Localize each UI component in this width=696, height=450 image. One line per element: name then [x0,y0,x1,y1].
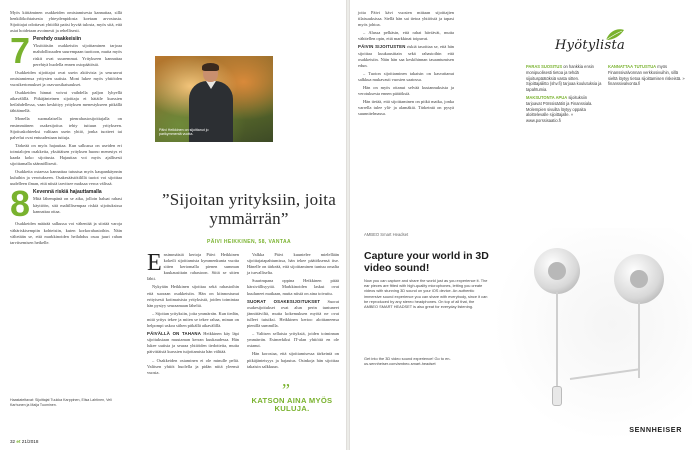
tips-title: Hyötylista [555,38,626,53]
tip-8-heading: Kevennä riskiä hajauttamalla [33,189,102,196]
paragraph: Hän tietää, että sijoittaminen on pitkä matka, jonka varrella tulee ylä- ja alamäkiä. Tärkeintä on pysyä suunnitelmassa. [358,99,454,117]
tip-key: MAKSUTONTA APUA [526,94,568,100]
paragraph: Monella suomalaisella pienrahastosijoittajalla on ensimmäinen osakesijoitus tehty tuttuun yritykseen. Sijoituskohteeksi valitaan usein yhtiö, jonka tuotteet tai palvelut ovat entuudestaan tuttuja. [10,116,122,140]
leaf-icon [604,28,626,42]
paragraph: Hän on myös ottanut selvää kustannuksista ja verotuksesta ennen päätöksiä. [358,85,454,97]
paragraph: – Valitsen sellaisia yrityksiä, joiden toiminnan ymmärrän. Esimerkiksi IT-alan yhtiöitä en ole ostanut. [247,331,339,349]
paragraph: Suurimpana oppina Heikkinen pitää kärsivällisyyttä. Markkinoiden laskut ovat kuuluneet matkaan, mutta niistä on aina toivuttu. [247,278,339,296]
ad-product-name: AMBEO Smart Headset [364,232,409,237]
subheading: PÄIVÄLLÄ ON TAHANA [147,331,202,337]
tip-text: myös Finanssivalvonnan verkkosivuihin, sillä sieltä löytyy tietoa sijoittamisen riskeistä. [608,64,682,81]
issue-number: 21/2018 [21,439,39,444]
right-column-1 [358,10,454,120]
subheading: PÄIVIN SIJOITUSTEN [358,44,406,50]
paragraph: Hän korostaa, että sijoittamisessa tärkeintä on pitkäjänteisyys ja hajautus. Osinkoja hän sijoittaa takaisin salkkuun. [247,351,339,369]
paragraph: Suorat osakesijoitukset ovat alun perin tuntuneet jännittäviltä, mutta kokemuksen myötä ne ovat tulleet tutuiksi. Heikkinen kertoo aloittaneensa pienillä summilla. [247,298,339,329]
magazine-brand: et [16,439,21,444]
right-page [350,0,696,450]
paragraph: Heikkinen käy läpi sijoituksiaan muutaman kerran kuukaudessa. Hän lukee uutisia ja seuraa yhtiöiden tiedotteita, mutta päivittäistä kurssien tuijottamista hän välttää. [147,331,239,355]
paragraph: Osakkeita ostaessa kannattaa tutustua myös kaupankäynnin kuluihin ja verotukseen. Osakesäästötilillä tuotot voi sijoittaa uudelleen ilman, että niistä tarvitsee maksaa veroa välissä. [10,169,122,187]
column-1 [10,10,122,248]
footnote: Haastateltavat: Sijoittajat Tuukka Karppinen, Elisa Lahtinen, Veli Karhunen ja Maija Tuominen. [10,398,112,407]
ad-body: Now you can capture and share the world just as you experience it. The ear pieces are fitted with high-quality microphones, letting you create videos with stunning 3D sound on your iOS device. An authentic immersive sound experience you can share with everybody, since it can be reproduced by any stereo headphones. On top of all that, the AMBEO SMART HEADSET is also great for everyday listening. [364,278,488,310]
tips-column-2 [608,64,686,89]
paragraph: joita Päivi kävi vuosien mittaan sijoittajien tilaisuuksissa. Siellä hän sai tietoa yhtiöistä ja tapasi myös johtoa. [358,10,454,28]
pull-quote: KATSON AINA MYÖS KULUJA. [251,396,333,414]
ad-headline: Capture your world in 3D video sound! [364,250,489,274]
sennheiser-advertisement [352,228,694,442]
tip-link: » www.porssisaatio.fi [526,112,574,124]
paragraph: Osakkeiden hinnat voivat vaihdella paljon lyhyellä aikavälillä. Pitkäjänteinen sijoittaja ei hätäile kurssien heilahdellessa, vaan keskittyy yrityksen menestykseen pitkällä tähtäimellä. [10,90,122,114]
paragraph: Valkka Päivi kuuntelee mielellään sijoittajatapahtumissa, hän tekee päätöksensä itse. Hänelle on tärkeää, että sijoittaminen tuntuu omalta ja turvalliselta. [247,252,339,276]
portrait-photo [155,56,273,142]
column-3 [247,252,339,372]
column-2 [147,252,239,378]
page-folio [10,439,38,444]
tip-7 [10,30,122,72]
paragraph: Nykyään Heikkinen sijoittaa sekä rahastoihin että suoraan osakkeisiin. Hän on kiinnostunut erityisesti kotimaisista yrityksistä, joiden toimintaa hän pystyy seuraamaan läheltä. [147,284,239,308]
page-number: 32 [10,439,16,444]
paragraph: Osakkeiden määrää salkussa voi vähentää ja siirtää varoja vähäriskisempiin kohteisiin, kuten korkorahastoihin. Näin vältetään se, että markkinoiden heilahdus osuu juuri rahan tarvitsemisen hetkelle. [10,221,122,245]
tip-text: sijoituksiin tarjoavat Pörssisäätiö ja Finanssiala. Molempien sivuilta löytyy oppaita aloittelevalle sijoittajalle. [526,94,593,118]
paragraph: Osakkeiden sijoittajat ovat usein aktiivisia ja seuraavat omistamiensa yritysten uutisia. Moni lukee myös yhtiöiden vuosikertomukset ja osavuosikatsaukset. [10,69,122,87]
tip-8 [10,183,122,225]
paragraph: – Alussa pelkäsin, että rahat häviävät, mutta vähitellen opin, että markkinat toipuvat. [358,30,454,42]
tip-text: on hankkia ensin monipuolisesti tietoa ja tehdä sijoituspäätöksiä vasta sitten. [526,64,594,81]
tip-8-text: Mitä lähempänä on se aika, jolloin haluat rahasi käyttöön, sitä maltillisempaa riskiä sijoituksissa kannattaa ottaa. [33,196,122,214]
paragraph: riskiä tasoittaa se, että hän sijoittaa kuukausittain sekä rahastoihin että osakkeisiin. Näin hän saa keskihinnan tasaantumisen edun. [358,44,454,68]
article-headline: ”Sijoitan yrityksiin, joita ymmärrän” [162,190,336,228]
photo-caption: Päivi Heikkinen on sijoittanut jo parikymmentä vuotta. [159,127,209,137]
tip-8-number: 8 [10,183,31,225]
quote-mark-icon: ” [282,380,290,400]
tip-7-number: 7 [10,30,31,72]
tip-7-text: Yksittäisiin osakkeisiin sijoittaminen tarjoaa mahdollisuuden suurempaan tuottoon, mutta myös riskit ovat suuremmat. Yritykseen kannattaa perehtyä huolella ennen ostopäätöstä. [33,43,122,67]
ad-link-text: Get into the 3D video sound experience! Go to en-us.sennheiser.com/ambeo-smart-headset [364,356,451,367]
article-byline: PÄIVI HEIKKINEN, 58, VANTAA [207,239,291,245]
tips-column-1 [526,64,602,126]
tip-text: Sijoittajaliitto (shv.fi) tarjoaa koulutuksia ja tapahtumia. [526,81,602,93]
paragraph: – Osakkeiden ostaminen ei ole minulle peliä. Valitsen yhtiöt huolella ja pidän niitä yleensä vuosia. [147,357,239,375]
paragraph: – Sijoitan yrityksiin, joita ymmärrän. Kun tiedän, mitä yritys tekee ja miten se tekee rahaa, minun on helpompi uskoa siihen pitkällä aikavälillä. [147,310,239,329]
tip-link: » finanssivalvonta.fi [608,75,685,87]
intro-paragraph: Myös kiittäminen osakkeiden omistamisesta kannattaa, sillä henkilökohtaisesta yhteydenpidosta koetaan arvostusta. Sijoittajat odottavat yhtiöltä paitsi hyvää tulosta, myös sitä, että asiat hoidetaan avoimesti ja rehellisesti. [10,10,122,34]
sennheiser-logo: SENNHEISER [629,425,682,434]
tip-key: PARAS SUOSITUS [526,64,563,69]
paragraph: Tärkeää on myös hajauttaa. Kun salkussa on useiden eri toimialojen osakkeita, yksittäisen yrityksen huono menestys ei kaada koko sijoitusta. Hajauttaa voi myös ajallisesti sijoittamalla säännöllisesti. [10,142,122,167]
drop-cap: E [147,250,162,276]
paragraph: nsimmäisiä kertoja Päivi Heikkinen kokeili sijoittamista kymmenkunta vuotta sitten kertomalla pienen summan kuukausittain rahastoon. Siitä se sitten lähti. [147,252,239,282]
subheading: SUORAT OSAKESIJOITUKSET [247,298,321,304]
tip-key: KANNATTAA TUTUSTUA [608,64,657,69]
tip-7-heading: Perehdy osakkeisiin [33,36,82,43]
paragraph: – Tuoton sijoittaminen takaisin on kasvattanut salkkua mukavasti vuosien saatossa. [358,70,454,82]
left-page [0,0,346,450]
